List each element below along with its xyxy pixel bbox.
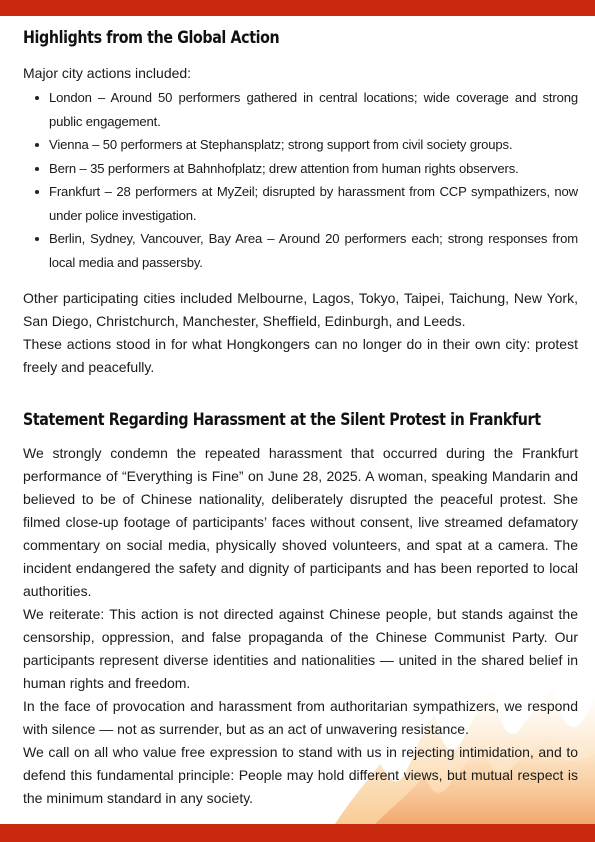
statement-paragraph: We strongly condemn the repeated harassment that occurred during the Frankfurt performance of “Everything is Fine” on June 28, 2025. A woman, speaking Mandarin and believed to be of Chinese nationality, deliberately disrupted the peaceful protest. She filmed close-up footage of participants’ faces without consent, live streamed defamatory commentary on social media, physically shoved volunteers, and spat at a camera. The incident endangered the safety and dignity of participants and has been reported to local authorities. [23, 445, 578, 599]
list-item: Bern – 35 performers at Bahnhofplatz; drew attention from human rights observers. [23, 157, 578, 181]
section-heading-highlights: Highlights from the Global Action [23, 28, 280, 48]
statement-paragraph: In the face of provocation and harassment from authoritarian sympathizers, we respond with silence — not as surrender, but as an act of unwavering resistance. [23, 698, 578, 737]
top-banner [0, 0, 595, 16]
list-item: Berlin, Sydney, Vancouver, Bay Area – Around 20 performers each; strong responses from local media and passersby. [23, 227, 578, 274]
statement-paragraph: We call on all who value free expression to stand with us in rejecting intimidation, and to defend this fundamental principle: People may hold different views, but mutual respect is the minimum standard in any society. [23, 744, 578, 806]
statement-paragraph: We reiterate: This action is not directed against Chinese people, but stands against the censorship, oppression, and false propaganda of the Chinese Communist Party. Our participants represent diverse identities and nationalities — united in the shared belief in human rights and freedom. [23, 606, 578, 691]
city-actions-list [23, 86, 578, 274]
intro-text: Major city actions included: [23, 65, 192, 81]
list-item: Vienna – 50 performers at Stephansplatz; strong support from civil society groups. [23, 133, 578, 157]
section-heading-statement: Statement Regarding Harassment at the Silent Protest in Frankfurt [23, 410, 541, 430]
other-cities-paragraph: Other participating cities included Melbourne, Lagos, Tokyo, Taipei, Taichung, New York, San Diego, Christchurch, Manchester, Sheffield, Edinburgh, and Leeds. [23, 290, 578, 329]
bottom-banner [0, 824, 595, 842]
list-item: Frankfurt – 28 performers at MyZeil; disrupted by harassment from CCP sympathizers, now under police investigation. [23, 180, 578, 227]
closing-paragraph: These actions stood in for what Hongkongers can no longer do in their own city: protest freely and peacefully. [23, 336, 578, 375]
list-item: London – Around 50 performers gathered in central locations; wide coverage and strong public engagement. [23, 86, 578, 133]
